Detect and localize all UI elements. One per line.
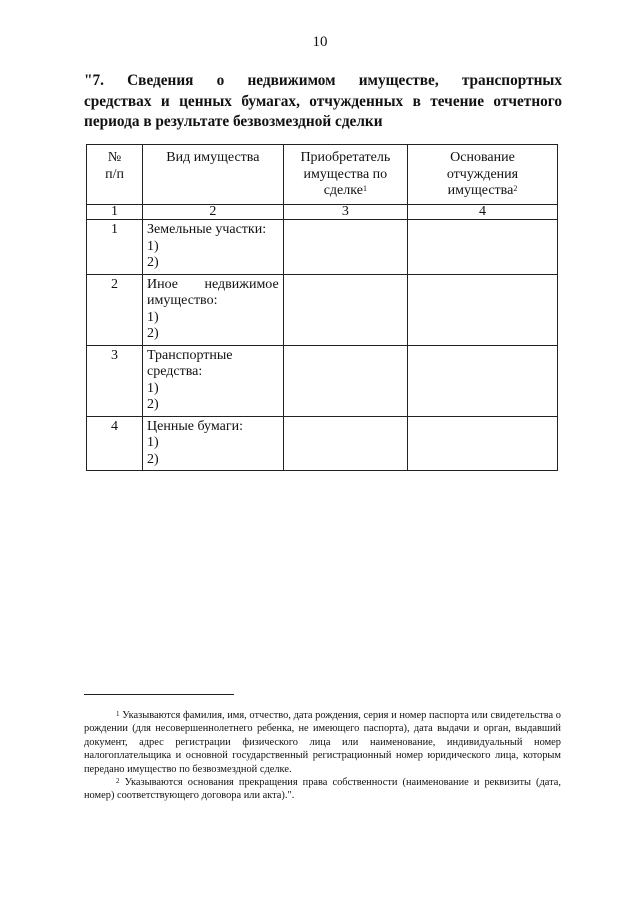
basis-cell[interactable]: [407, 220, 557, 275]
footnote-2: $^2$ Указываются основания прекращения права собственности (наименование и реквизиты (дата, номер) соответствующего договора или акта).".: [84, 777, 561, 802]
column-number: 4: [407, 205, 557, 220]
header-property-type: Вид имущества: [143, 145, 284, 205]
footnote-divider: [84, 694, 234, 695]
column-number: 3: [283, 205, 407, 220]
table-header-row: [87, 145, 558, 205]
basis-cell[interactable]: [407, 416, 557, 471]
acquirer-cell[interactable]: [283, 416, 407, 471]
header-basis: Основание отчуждения имущества$^2$: [407, 145, 557, 205]
basis-cell[interactable]: [407, 345, 557, 416]
footnote-mark-2: 2: [513, 184, 518, 193]
footnote-1: $^1$ Указываются фамилия, имя, отчество, дата рождения, серия и номер паспорта или свидетельства о рождении (для несовершеннолетнего ребенка, не имеющего паспорта), дата выдачи и орган, выдавший документ, адрес регистрации физического лица или наименование, индивидуальный номер налогоплательщика и основной государственный регистрационный номер юридического лица, которым передано имущество по безвозмездной сделке.: [84, 710, 561, 775]
property-type-cell: Иное недвижимое имущество: 1) 2): [143, 274, 284, 345]
table-row: [87, 345, 558, 416]
acquirer-cell[interactable]: [283, 345, 407, 416]
row-number: 3: [87, 345, 143, 416]
table-row: [87, 274, 558, 345]
column-number: 1: [87, 205, 143, 220]
row-number: 1: [87, 220, 143, 275]
header-acquirer: Приобретатель имущества по сделке$^1$: [283, 145, 407, 205]
property-table: [86, 144, 558, 471]
title-line-1: "7. Сведения о недвижимом имуществе, транспортных: [84, 72, 562, 89]
title-line-3: периода в результате безвозмездной сделки: [84, 113, 383, 130]
page-number: 10: [312, 34, 328, 50]
row-number: 2: [87, 274, 143, 345]
title-line-2: средствах и ценных бумагах, отчужденных в течение отчетного: [84, 92, 562, 110]
property-type-cell: Земельные участки: 1) 2): [143, 220, 284, 275]
header-number: № п/п: [87, 145, 143, 205]
row-number: 4: [87, 416, 143, 471]
column-number: 2: [143, 205, 284, 220]
footnotes: [84, 709, 561, 803]
property-type-cell: Транспортные средства: 1) 2): [143, 345, 284, 416]
acquirer-cell[interactable]: [283, 220, 407, 275]
section-title: [84, 71, 562, 133]
property-type-cell: Ценные бумаги: 1) 2): [143, 416, 284, 471]
footnote-mark-1: 1: [362, 184, 367, 193]
table-row: [87, 416, 558, 471]
table-row: [87, 220, 558, 275]
basis-cell[interactable]: [407, 274, 557, 345]
acquirer-cell[interactable]: [283, 274, 407, 345]
column-number-row: [87, 205, 558, 220]
